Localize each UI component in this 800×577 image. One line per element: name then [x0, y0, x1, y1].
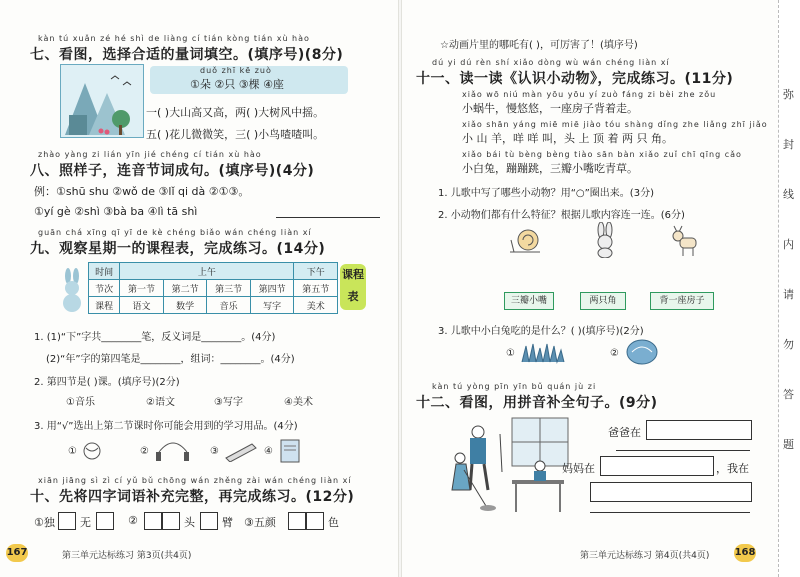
q8-example: 例：①shū shu ②wǒ de ③lǐ qi dà ②①③。	[34, 185, 250, 198]
trait-box[interactable]: 背一座房子	[650, 292, 714, 310]
q8-title: 八、照样子，连音节词成句。(填序号)(4分)	[30, 163, 315, 179]
q10-pinyin: xiān jiāng sì zì cí yǔ bǔ chōng wán zhěng zài wán chéng liàn xí	[38, 476, 352, 485]
poem-line: 小蜗牛，慢悠悠，一座房子背着走。	[462, 102, 638, 115]
word2-start: ②	[128, 514, 138, 527]
schedule-afternoon: 下午	[294, 263, 338, 280]
q9-q2[interactable]: 2. 第四节是( )课。(填序号)(2分)	[34, 377, 180, 388]
schedule-subject: 美术	[294, 297, 338, 314]
grass-icon[interactable]	[520, 340, 566, 364]
word-blank-box[interactable]	[144, 512, 162, 530]
poem-line: 小白兔，蹦蹦跳，三瓣小嘴吃青草。	[462, 162, 638, 175]
q11-q2: 2. 小动物们都有什么特征？根据儿歌内容连一连。(6分)	[438, 210, 685, 221]
seal-char: 线	[783, 188, 794, 201]
q9-pinyin: guān chá xīng qī yī de kè chéng biǎo wán chéng liàn xí	[38, 228, 312, 237]
family-cleaning-illustration	[442, 414, 572, 518]
schedule-table	[88, 262, 338, 314]
supply-option-label: ④	[264, 446, 273, 457]
q9-q2-opt: ①音乐	[66, 397, 95, 408]
word3-end: 色	[328, 516, 339, 529]
seal-line-strip	[778, 0, 800, 577]
food-option-label: ②	[610, 348, 619, 359]
word2-end: 臂	[222, 516, 233, 529]
schedule-period: 第二节	[163, 280, 207, 297]
left-page	[0, 0, 398, 577]
word-blank-box[interactable]	[162, 512, 180, 530]
q10-continuation[interactable]: ☆动画片里的哪吒有( )，可厉害了！(填序号)	[440, 40, 638, 51]
q8-pinyin: zhào yàng zi lián yīn jié chéng cí tián xù hào	[38, 150, 262, 159]
cabbage-icon[interactable]	[624, 336, 660, 366]
schedule-subject: 语文	[120, 297, 164, 314]
word-blank-box[interactable]	[200, 512, 218, 530]
supply-option-label: ③	[210, 446, 219, 457]
schedule-period: 第四节	[250, 280, 294, 297]
food-option-label: ①	[506, 348, 515, 359]
word1-start: ①独	[34, 516, 55, 529]
q11-q3[interactable]: 3. 儿歌中小白兔吃的是什么？( )(填序号)(2分)	[438, 326, 644, 337]
q8-answer-blank[interactable]	[276, 203, 380, 218]
schedule-subject-label: 课程	[89, 297, 120, 314]
q9-q3: 3. 用“√”选出上第二节课时你可能会用到的学习用品。(4分)	[34, 421, 298, 432]
seal-char: 题	[783, 438, 794, 451]
poem-line-pinyin: xiǎo shān yáng miē miē jiào tóu shàng dǐng zhe liǎng zhī jiǎo	[462, 120, 768, 129]
q8-syllables: ①yí gè ②shì ③bà ba ④lì tā shì	[34, 205, 198, 218]
trait-box[interactable]: 三瓣小嘴	[504, 292, 554, 310]
schedule-period: 第一节	[120, 280, 164, 297]
rabbit-icon	[58, 268, 86, 312]
seal-char: 封	[783, 138, 794, 151]
schedule-morning: 上午	[120, 263, 294, 280]
q11-pinyin: dú yi dú rèn shí xiǎo dòng wù wán chéng liàn xí	[432, 58, 670, 67]
notebook-icon[interactable]	[278, 438, 304, 464]
rabbit-icon[interactable]	[590, 222, 620, 258]
goat-icon[interactable]	[666, 222, 702, 258]
q7-options: ①朵 ②只 ③棵 ④座	[190, 78, 284, 91]
word-blank-box[interactable]	[306, 512, 324, 530]
jump-rope-icon[interactable]	[154, 440, 194, 462]
q7-pinyin: kàn tú xuǎn zé hé shì de liàng cí tián kòng tián xù hào	[38, 34, 310, 43]
father-answer-line[interactable]	[616, 448, 750, 451]
q7-title: 七、看图，选择合适的量词填空。(填序号)(8分)	[30, 47, 344, 63]
page-number-right: 168	[734, 544, 756, 562]
q9-q2-opt: ②语文	[146, 397, 175, 408]
schedule-time-label: 时间	[89, 263, 120, 280]
poem-line: 小 山 羊，咩 咩 叫，头 上 顶 着 两 只 角。	[462, 132, 673, 145]
q7-line1[interactable]: 一( )大山高又高，两( )大树风中摇。	[146, 106, 325, 119]
q7-options-pinyin: duǒ zhī kē zuò	[200, 66, 272, 75]
q11-q1: 1. 儿歌中写了哪些小动物？用“○”圈出来。(3分)	[438, 188, 654, 199]
seal-char: 请	[783, 288, 794, 301]
q9-q2-opt: ③写字	[214, 397, 243, 408]
poem-line-pinyin: xiǎo wō niú màn yōu yōu yí zuò fáng zi bèi zhe zǒu	[462, 90, 717, 99]
schedule-subject: 写字	[250, 297, 294, 314]
poem-line-pinyin: xiǎo bái tù bèng bèng tiào sān bàn xiǎo zuǐ chī qīng cǎo	[462, 150, 742, 159]
father-answer-field[interactable]	[646, 420, 752, 440]
q9-q1b[interactable]: (2)“年”字的第四笔是________，组词：________。(4分)	[46, 354, 295, 365]
schedule-badge: 课程表	[340, 264, 366, 310]
right-page	[402, 0, 800, 577]
supply-option-label: ②	[140, 446, 149, 457]
schedule-period: 第三节	[207, 280, 251, 297]
mountain-illustration	[60, 64, 144, 138]
me-answer-field[interactable]	[590, 482, 752, 502]
schedule-period-label: 节次	[89, 280, 120, 297]
seal-char: 弥	[783, 88, 794, 101]
schedule-subject: 数学	[163, 297, 207, 314]
word-blank-box[interactable]	[288, 512, 306, 530]
word3-start: ③五颜	[244, 516, 276, 529]
snail-icon[interactable]	[506, 226, 546, 256]
q9-title: 九、观察星期一的课程表，完成练习。(14分)	[30, 241, 326, 257]
q9-q2-opt: ④美术	[284, 397, 313, 408]
footer-right: 第三单元达标练习 第4页(共4页)	[580, 551, 710, 561]
schedule-period: 第五节	[294, 280, 338, 297]
footer-left: 第三单元达标练习 第3页(共4页)	[62, 551, 192, 561]
seal-char: 内	[783, 238, 794, 251]
word-blank-box[interactable]	[96, 512, 114, 530]
word2-mid: 头	[184, 516, 195, 529]
mother-answer-field[interactable]	[600, 456, 714, 476]
seal-char: 答	[783, 388, 794, 401]
q12-pinyin: kàn tú yòng pīn yīn bǔ quán jù zi	[432, 382, 597, 391]
trait-box[interactable]: 两只角	[580, 292, 626, 310]
word-blank-box[interactable]	[58, 512, 76, 530]
page-number-left: 167	[6, 544, 28, 562]
q12-mother-label: 妈妈在	[562, 462, 595, 475]
q9-q1a[interactable]: 1. (1)“下”字共________笔，反义词是________。(4分)	[34, 332, 276, 343]
q12-title: 十二、看图，用拼音补全句子。(9分)	[416, 395, 658, 411]
word1-mid: 无	[80, 516, 91, 529]
q10-title: 十、先将四字词语补充完整，再完成练习。(12分)	[30, 489, 355, 505]
supply-option-label: ①	[68, 446, 77, 457]
q12-me-label: ，我在	[716, 462, 749, 475]
seal-char: 勿	[783, 338, 794, 351]
me-answer-line[interactable]	[590, 510, 750, 513]
q7-line2[interactable]: 五( )花儿微微笑，三( )小鸟喳喳叫。	[146, 128, 325, 141]
schedule-subject: 音乐	[207, 297, 251, 314]
q11-title: 十一、读一读《认识小动物》，完成练习。(11分)	[416, 71, 734, 87]
ball-icon[interactable]	[82, 440, 122, 462]
pencil-icon[interactable]	[224, 440, 264, 462]
q12-father-label: 爸爸在	[608, 426, 641, 439]
